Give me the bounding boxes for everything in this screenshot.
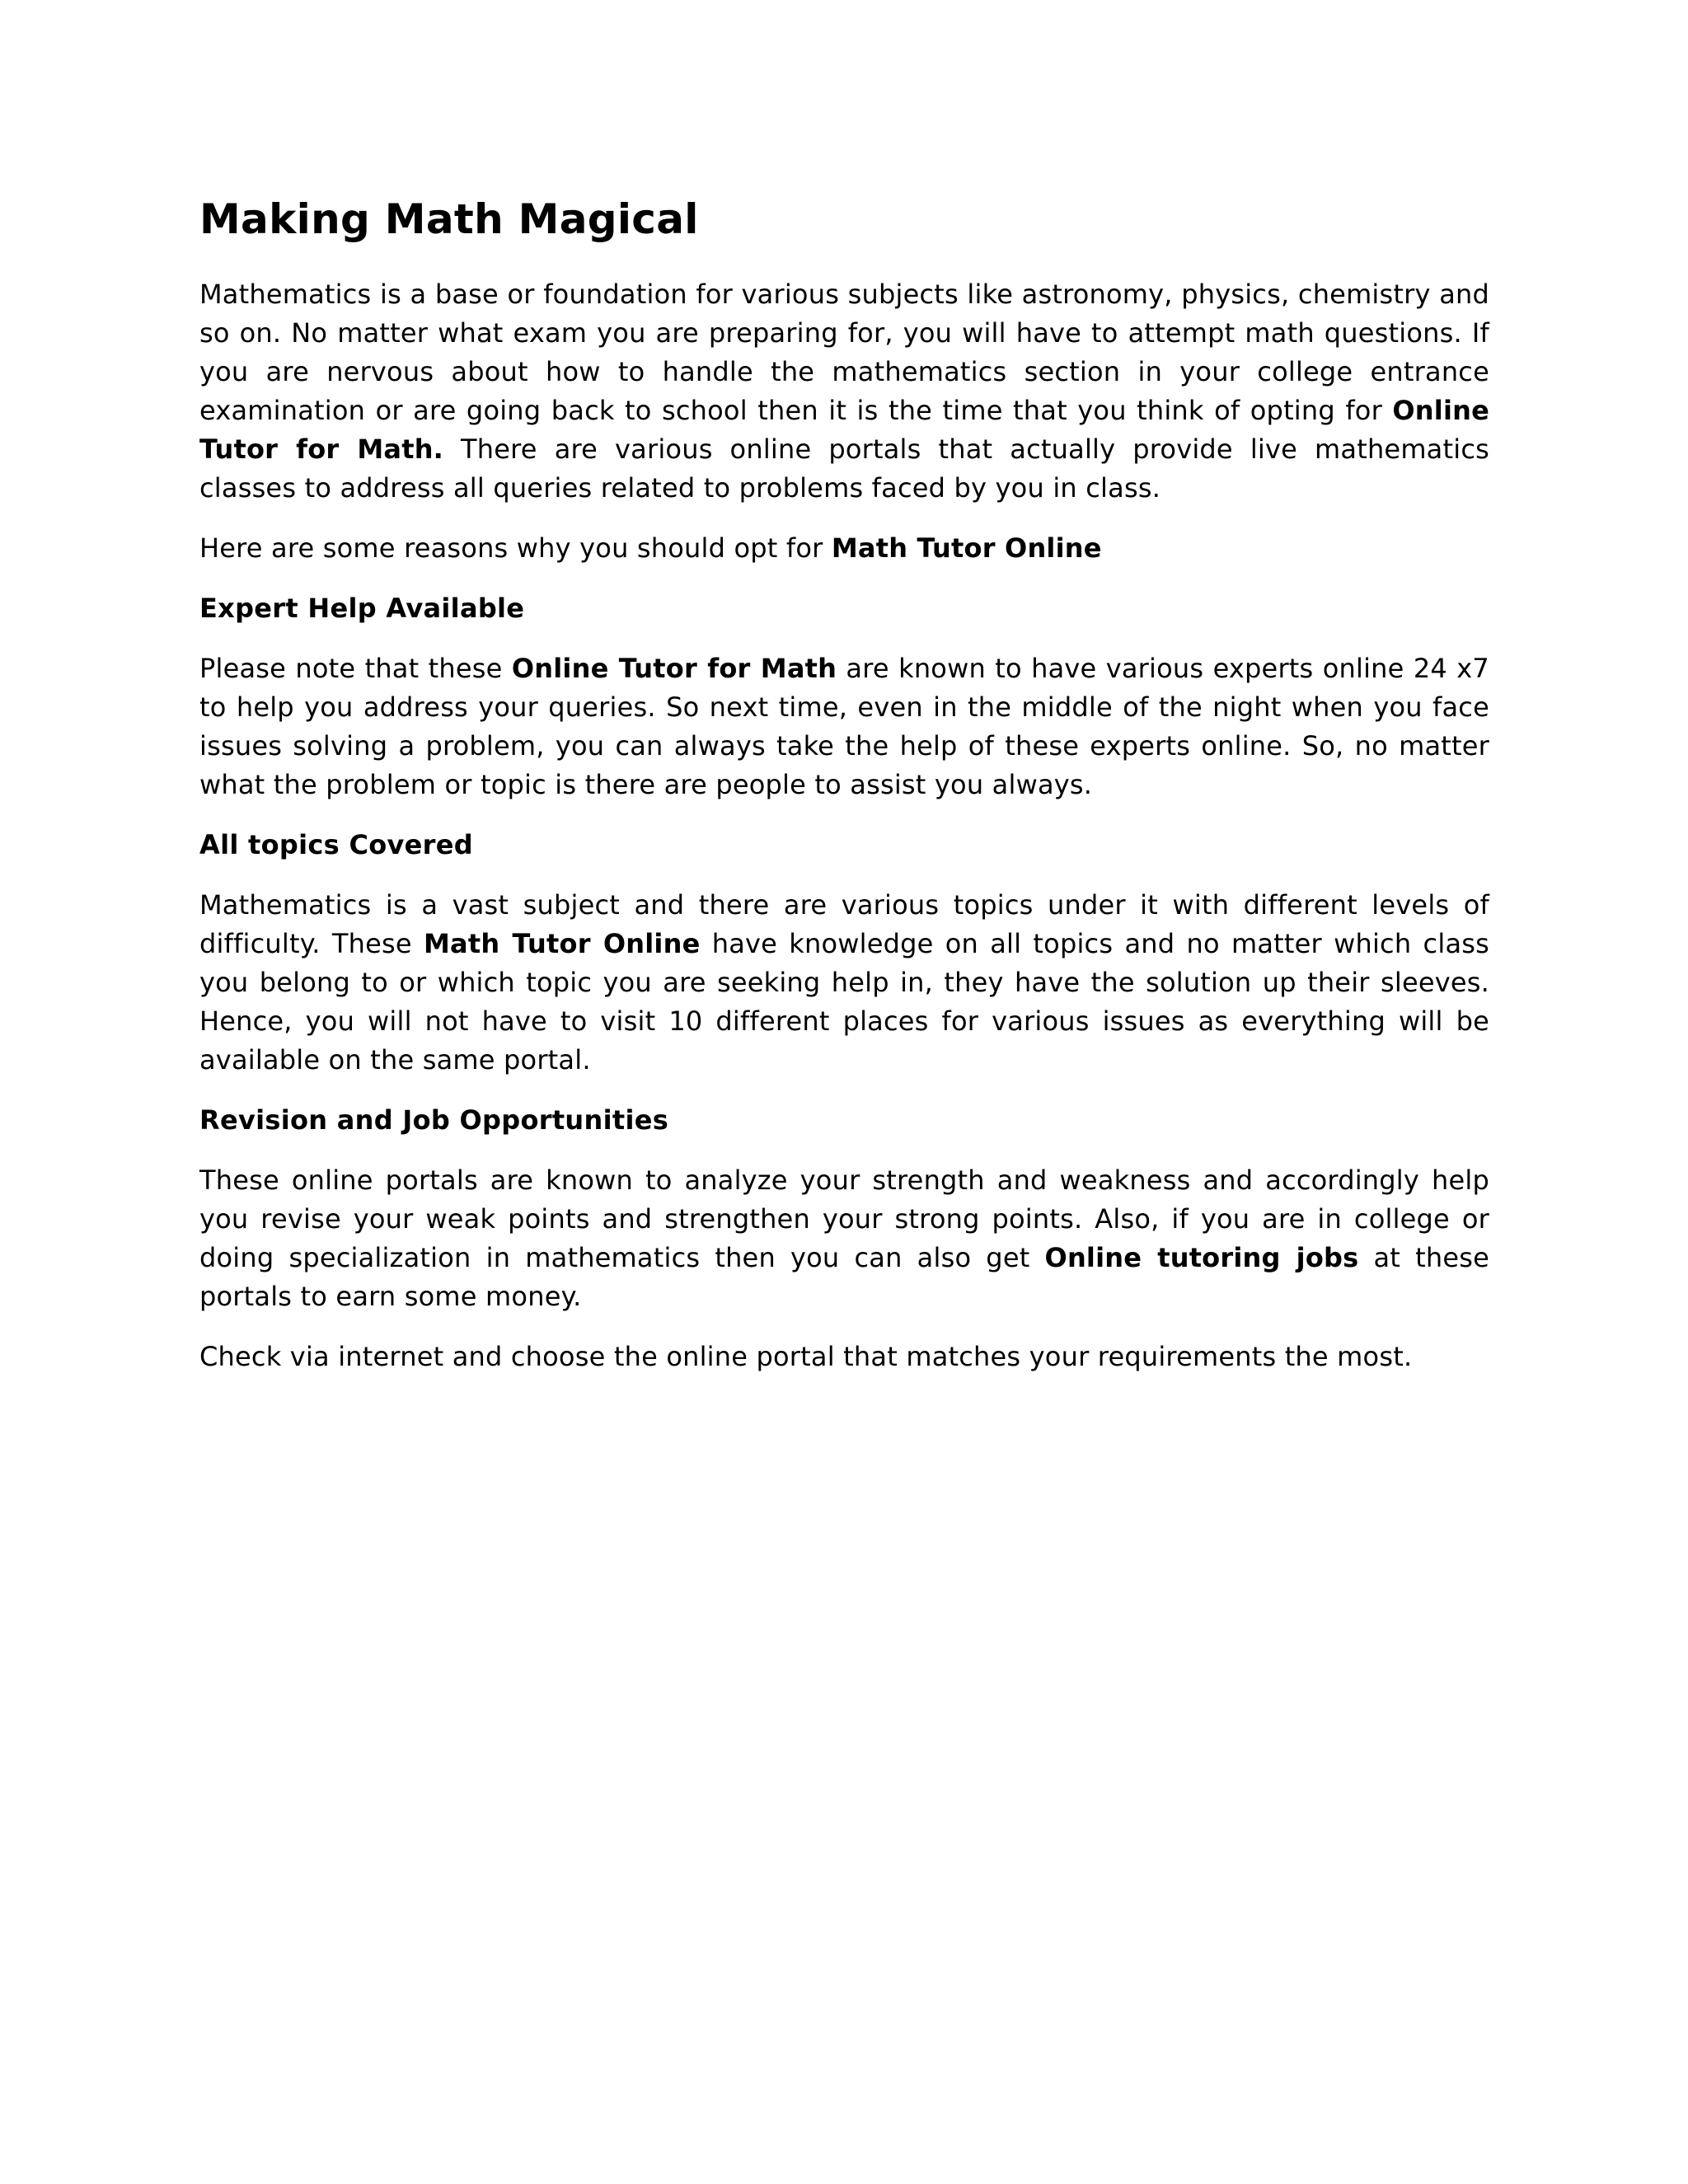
document-page bbox=[199, 191, 1489, 1398]
reasons-emphasis: Math Tutor Online bbox=[831, 532, 1102, 564]
topics-text-end: have knowledge on all topics and no matter which class you belong to or which topic you are seeking help in, they have the solution up their sleeves. Hence, you will not have to visit 10 different places for various issues as everything will be available on the same portal. bbox=[199, 928, 1489, 1076]
section-heading-expert-help: Expert Help Available bbox=[199, 593, 525, 624]
revision-emphasis: Online tutoring jobs bbox=[1044, 1242, 1359, 1273]
intro-emphasis: Online Tutor for Math. bbox=[199, 395, 1489, 465]
expert-help-text-end: are known to have various experts online 24 x7 to help you address your queries. So next time, even in the middle of the night when you face issues solving a problem, you can always take the help of these experts online. So, no matter what the problem or topic is there are people to assist you always. bbox=[199, 653, 1489, 800]
closing-paragraph: Check via internet and choose the online portal that matches your requirements the most. bbox=[199, 1341, 1413, 1372]
intro-text-end: There are various online portals that actually provide live mathematics classes to address all queries related to problems faced by you in class. bbox=[199, 434, 1489, 504]
expert-help-text-start: Please note that these bbox=[199, 653, 512, 684]
reasons-paragraph bbox=[199, 529, 1489, 568]
topics-text-start: Mathematics is a vast subject and there are various topics under it with different levels of difficulty. These bbox=[199, 889, 1489, 959]
reasons-text: Here are some reasons why you should opt for bbox=[199, 532, 832, 564]
revision-jobs-paragraph bbox=[199, 1161, 1489, 1316]
intro-text-start: Mathematics is a base or foundation for various subjects like astronomy, physics, chemistry and so on. No matter what exam you are preparing for, you will have to attempt math questions. If you are nervous about how to handle the mathematics section in your college entrance examination or are going back to school then it is the time that you think of opting for bbox=[199, 279, 1489, 426]
section-heading-topics-covered: All topics Covered bbox=[199, 829, 473, 860]
topics-emphasis: Math Tutor Online bbox=[424, 928, 701, 959]
expert-help-emphasis: Online Tutor for Math bbox=[511, 653, 837, 684]
topics-covered-paragraph bbox=[199, 886, 1489, 1080]
expert-help-paragraph bbox=[199, 649, 1489, 804]
section-heading-revision-jobs: Revision and Job Opportunities bbox=[199, 1104, 669, 1136]
document-title: Making Math Magical bbox=[199, 195, 699, 243]
intro-paragraph bbox=[199, 275, 1489, 508]
revision-text-end: at these portals to earn some money. bbox=[199, 1242, 1489, 1312]
revision-text-start: These online portals are known to analyze your strength and weakness and accordingly help you revise your weak points and strengthen your strong points. Also, if you are in college or doing specialization in mathematics then you can also get bbox=[199, 1165, 1489, 1273]
